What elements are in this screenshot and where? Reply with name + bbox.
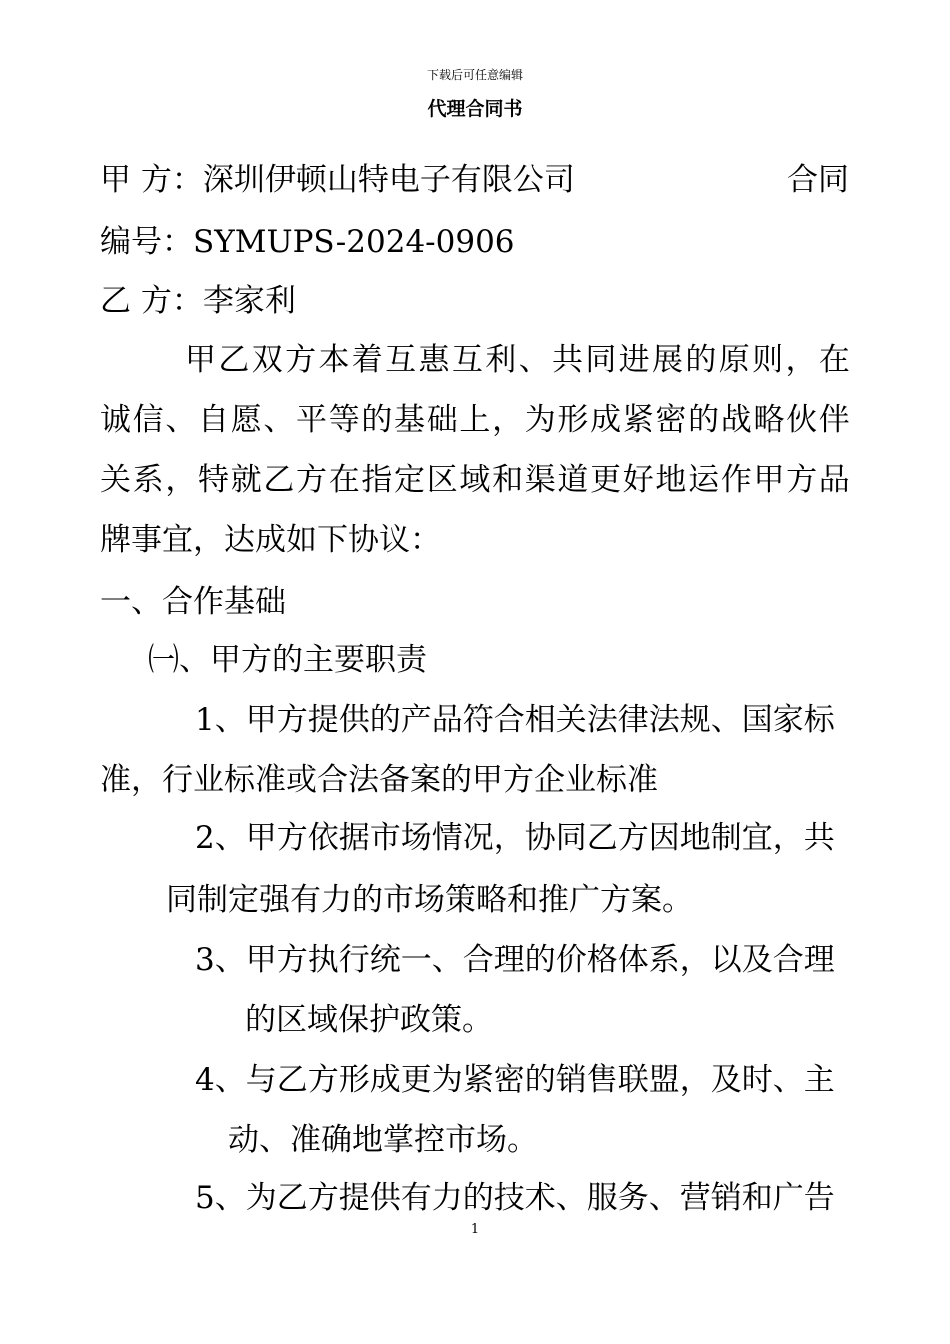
- list-item: 同制定强有力的市场策略和推广方案。: [166, 882, 693, 918]
- list-item: 1、甲方提供的产品符合相关法律法规、国家标: [195, 702, 835, 738]
- party-b-line: 乙 方：李家利: [100, 283, 296, 319]
- contract-no-label: 合同: [787, 162, 849, 198]
- intro-line-3: 关 系 ， 特 就 乙 方 在 指 定 区 域 和 渠 道 更 好 地 运 作 甲 方 品: [100, 462, 850, 498]
- subsection-heading: ㈠、甲方的主要职责: [148, 642, 427, 678]
- list-item: 5、为乙方提供有力的技术、服务、营销和广告: [195, 1180, 835, 1216]
- document-title: 代理合同书: [427, 98, 523, 120]
- page-number: 1: [470, 1222, 480, 1237]
- list-item: 2、甲方依据市场情况，协同乙方因地制宜，共: [195, 820, 835, 856]
- section-heading: 一、合作基础: [100, 584, 286, 620]
- intro-line-2: 诚 信 、 自 愿 、 平 等 的 基 础 上 ， 为 形 成 紧 密 的 战 略 伙 伴: [100, 402, 850, 438]
- intro-line-1: 甲 乙 双 方 本 着 互 惠 互 利 、 共 同 进 展 的 原 则 ， 在: [185, 342, 850, 378]
- list-item: 动、准确地掌控市场。: [228, 1122, 538, 1158]
- intro-line-4: 牌事宜，达成如下协议：: [100, 522, 441, 558]
- list-item: 3、甲方执行统一、合理的价格体系，以及合理: [195, 942, 835, 978]
- list-item: 准，行业标准或合法备案的甲方企业标准: [100, 762, 658, 798]
- contract-number-line: 编号：SYMUPS-2024-0906: [100, 224, 515, 260]
- list-item: 4、与乙方形成更为紧密的销售联盟，及时、主: [195, 1062, 835, 1098]
- list-item: 的区域保护政策。: [245, 1002, 493, 1038]
- party-a-line: 甲 方：深圳伊顿山特电子有限公司: [100, 162, 575, 198]
- header-note: 下载后可任意编辑: [426, 68, 523, 82]
